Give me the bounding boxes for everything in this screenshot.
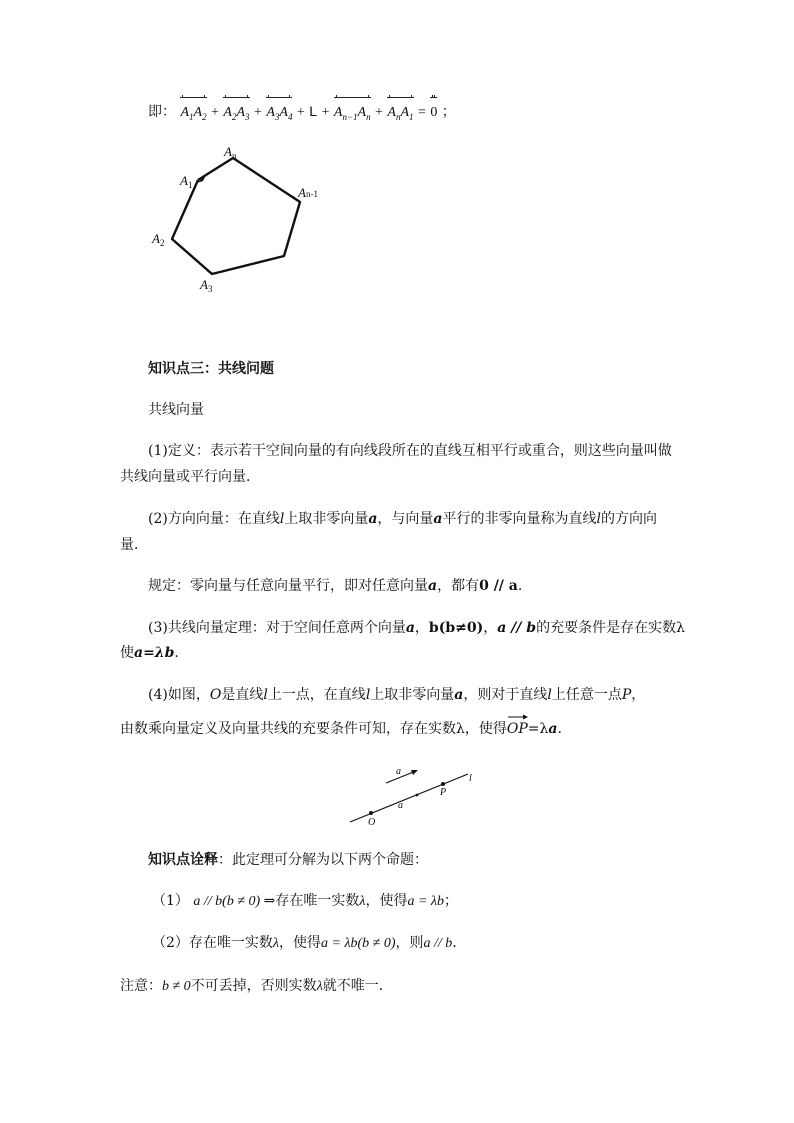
label-o: O (368, 817, 376, 828)
vector-sum-formula (148, 101, 456, 127)
formula-end: ； (441, 104, 456, 120)
vertex-label-a3: $A_3$ (200, 277, 213, 294)
line-figure (340, 760, 490, 830)
item3-line1: (3)共线向量定理：对于空间任意两个向量a，b(b≠0)，a // b的充要条件是存在实数λ (148, 620, 685, 636)
item2-line2: 量． (120, 537, 148, 553)
plus-sign: + (321, 105, 330, 120)
plus-sign: + (253, 105, 262, 120)
arrow-head-a (411, 770, 418, 775)
point-p (441, 782, 445, 786)
polygon-path (172, 158, 300, 274)
formula-term-4: $A_{n-1}A_n$ (334, 103, 371, 127)
item1-line1: (1)定义：表示若干空间向量的有向线段所在的直线互相平行或重合，则这些向量叫做 (148, 443, 672, 459)
equals-sign: = (417, 105, 426, 120)
polygon-figure (140, 140, 340, 300)
formula-term-2: $A_2A_3$ (223, 103, 249, 127)
label-a-top: a (396, 766, 401, 777)
line-l (350, 774, 468, 822)
point-o (369, 811, 373, 815)
item3-line2: 使a=λb. (120, 645, 179, 661)
formula-term-1: $A_1A_2$ (180, 103, 206, 127)
formula-prefix: 即： (148, 104, 176, 120)
vector-op: OP (507, 719, 528, 739)
formula-term-3: $A_3A_4$ (266, 103, 292, 127)
plus-sign: + (296, 105, 305, 120)
label-a-mid: a (398, 800, 403, 811)
subheading: 共线向量 (148, 402, 204, 418)
item1-line2: 共线向量或平行向量． (120, 469, 260, 485)
segment-tick (416, 794, 419, 797)
rule-line: 规定：零向量与任意向量平行，即对任意向量a，都有0 // a. (148, 578, 523, 594)
explanation-heading: 知识点诠释：此定理可分解为以下两个命题： (148, 852, 428, 868)
vertex-label-an: $A_n$ (224, 144, 237, 161)
section-heading: 知识点三：共线问题 (148, 361, 274, 377)
vertex-label-an-1: An-1 (298, 185, 318, 200)
vertex-label-a1: $A_1$ (180, 173, 193, 190)
vector-a-arrow (386, 771, 416, 783)
plus-sign: + (375, 105, 383, 120)
formula-term-5: $A_nA_1$ (387, 103, 413, 127)
item4-line1: (4)如图，O是直线l上一点，在直线l上取非零向量a，则对于直线l上任意一点P， (148, 687, 646, 703)
proposition-2: （2）存在唯一实数λ，使得a = λb(b ≠ 0)，则a // b． (152, 935, 467, 951)
vertex-label-a2: $A_2$ (152, 231, 165, 248)
item2-line1: (2)方向向量：在直线l上取非零向量a，与向量a平行的非零向量称为直线l的方向向 (148, 511, 657, 527)
vector-arrow-icon (507, 713, 529, 721)
label-p: P (440, 787, 447, 798)
ellipsis-glyph: L (309, 103, 318, 119)
item4-line2: 由数乘向量定义及向量共线的充要条件可知，存在实数λ，使得 OP=λa. (120, 719, 562, 739)
zero-vector: 0 (430, 103, 437, 123)
note-line: 注意：b ≠ 0不可丢掉，否则实数λ就不唯一． (120, 978, 393, 994)
label-l: l (469, 773, 472, 784)
plus-sign: + (211, 105, 219, 120)
proposition-1: （1） a // b(b ≠ 0) ⇒存在唯一实数λ，使得a = λb； (152, 893, 458, 909)
